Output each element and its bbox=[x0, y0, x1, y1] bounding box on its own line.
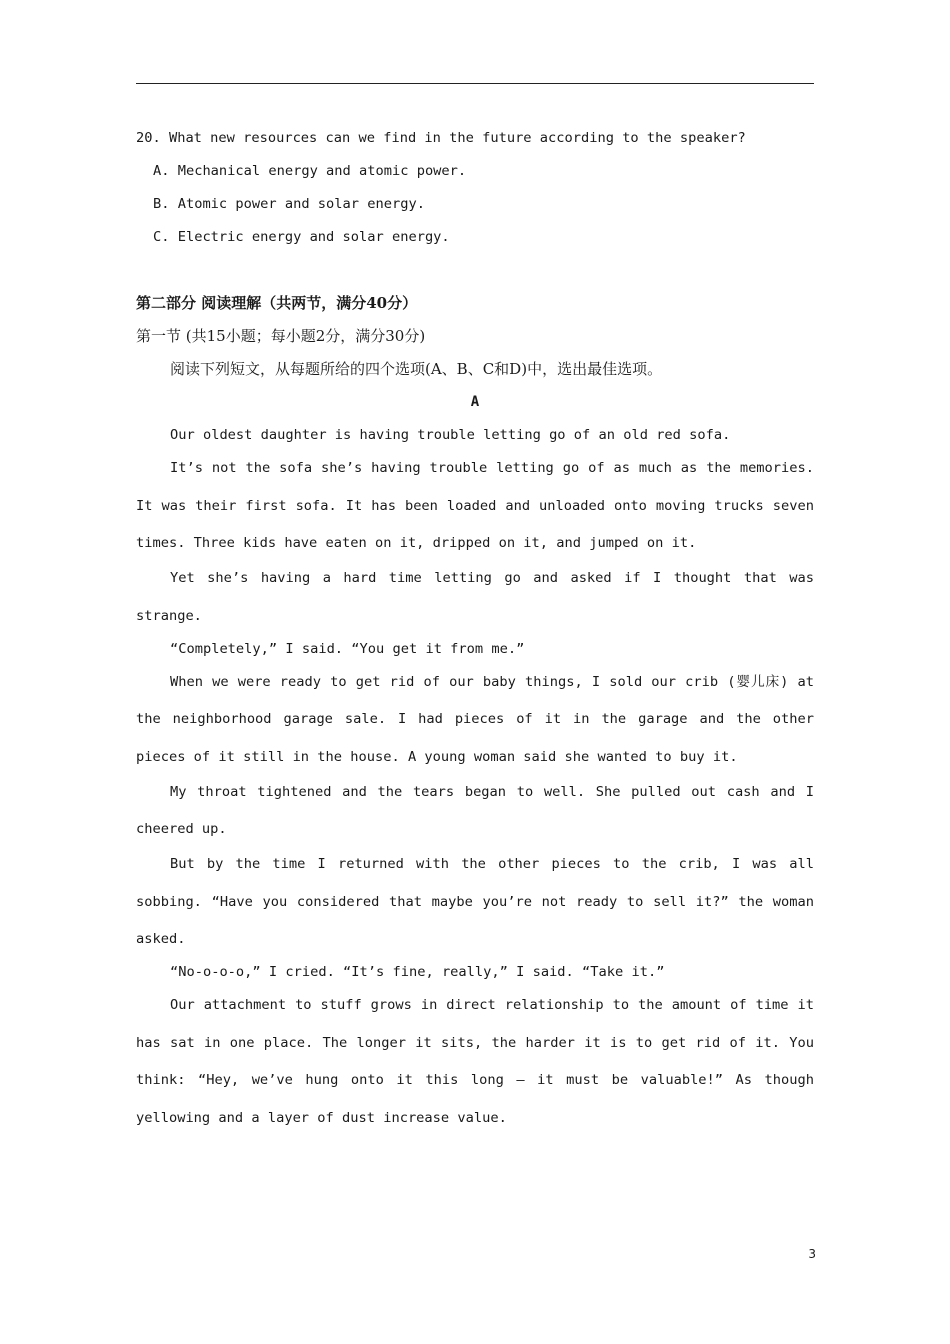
question-20: 20. What new resources can we find in the future according to the speaker? bbox=[136, 130, 746, 146]
passage-paragraph: It’s not the sofa she’s having trouble letting go of as much as the memories. It was their first sofa. It has been loaded and unloaded onto moving trucks seven times. Three kids have eaten on it, dripped on it, and jumped on it. bbox=[136, 460, 814, 551]
passage-paragraph: “Completely,” I said. “You get it from me.” bbox=[170, 640, 525, 657]
section-title: 第二部分 阅读理解（共两节，满分40分） bbox=[136, 294, 418, 312]
passage-paragraph: My throat tightened and the tears began to well. She pulled out cash and I cheered up. bbox=[136, 783, 814, 837]
subsection-title: 第一节 (共15小题；每小题2分，满分30分) bbox=[136, 327, 426, 345]
page-content bbox=[136, 122, 814, 1135]
option-b: B. Atomic power and solar energy. bbox=[153, 196, 425, 212]
spacer bbox=[136, 254, 814, 287]
passage-paragraph: But by the time I returned with the other pieces to the crib, I was all sobbing. “Have you considered that maybe you’re not ready to sell it?” the woman asked. bbox=[136, 856, 814, 947]
passage-paragraph: Yet she’s having a hard time letting go and asked if I thought that was strange. bbox=[136, 570, 814, 624]
passage-paragraph: “No-o-o-o,” I cried. “It’s fine, really,” I said. “Take it.” bbox=[170, 964, 665, 980]
passage-paragraph: Our attachment to stuff grows in direct relationship to the amount of time it has sat in one place. The longer it sits, the harder it is to get rid of it. You think: “Hey, we’ve hung onto it this long – it must be valuable!” As though yellowing and a layer of dust increase value. bbox=[136, 997, 814, 1126]
section-instruction: 阅读下列短文，从每题所给的四个选项(A、B、C和D)中，选出最佳选项。 bbox=[170, 360, 663, 378]
passage-heading: A bbox=[470, 394, 480, 410]
page-number: 3 bbox=[808, 1247, 816, 1261]
option-a: A. Mechanical energy and atomic power. bbox=[153, 163, 467, 179]
option-c: C. Electric energy and solar energy. bbox=[153, 229, 450, 245]
header-rule bbox=[136, 83, 814, 84]
passage-paragraph: When we were ready to get rid of our baby things, I sold our crib (婴儿床) at the neighborhood garage sale. I had pieces of it in the garage and the other pieces of it still in the house. A young woman said she wanted to buy it. bbox=[136, 673, 814, 765]
passage-paragraph: Our oldest daughter is having trouble letting go of an old red sofa. bbox=[170, 427, 731, 443]
